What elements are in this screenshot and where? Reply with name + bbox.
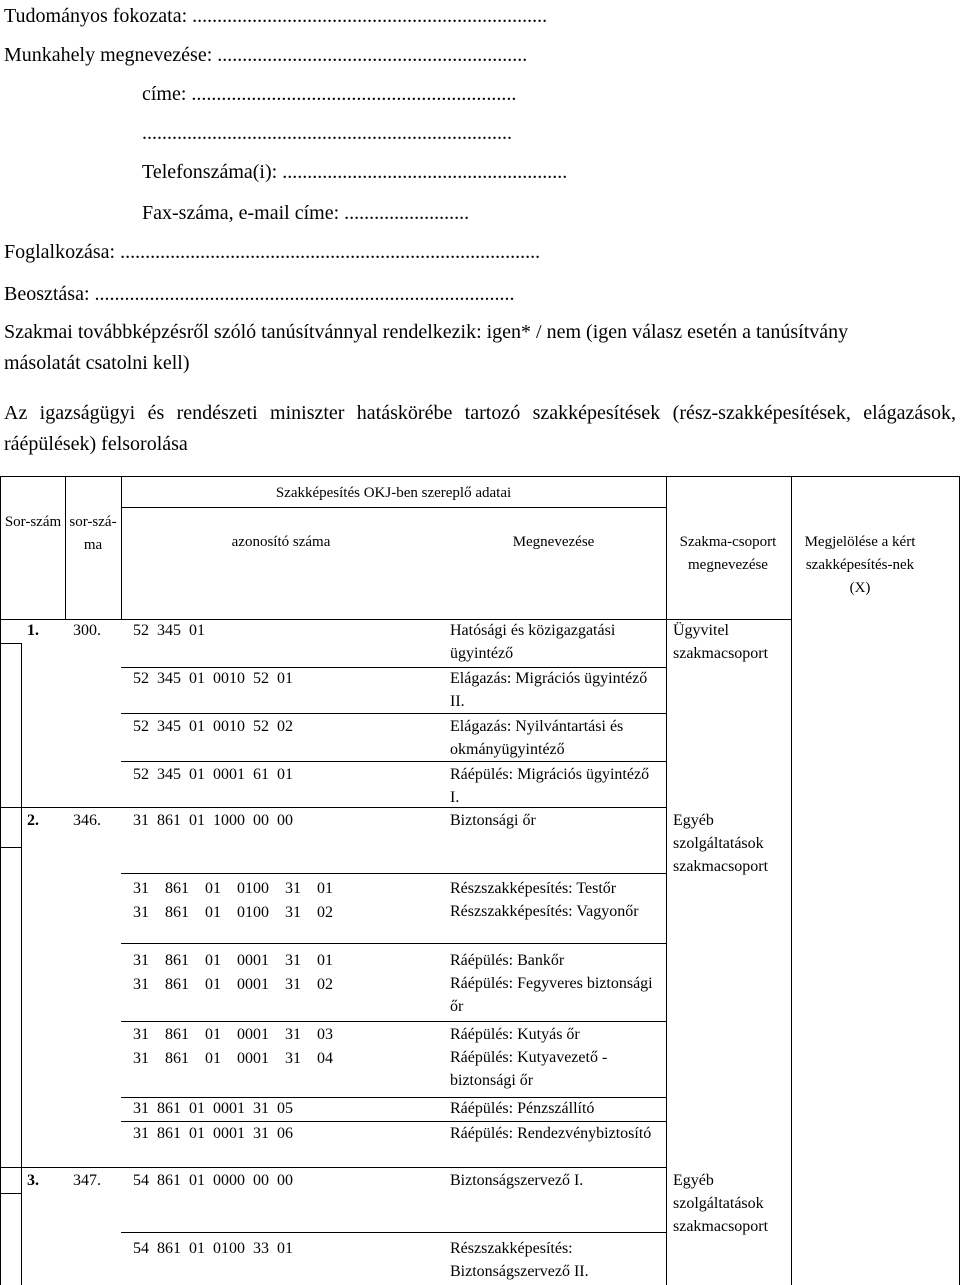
row-code: 31 861 01 0001 31 05 xyxy=(133,1100,293,1117)
row-code: 54 861 01 0100 33 01 xyxy=(133,1240,293,1257)
row-name: Elágazás: Nyilvántartási és okmányügyintéző xyxy=(450,718,624,758)
row-group: Ügyvitel szakmacsoport xyxy=(673,622,769,662)
position-field: Beosztása: .................................................................................... xyxy=(4,283,515,305)
sorszama-header: sor-szá-ma xyxy=(69,514,117,553)
occupational-group-header: Szakma-csoport megnevezése xyxy=(679,534,777,573)
requested-mark-header: Megjelölése a kért szakképesítés-nek (X) xyxy=(804,534,916,596)
row-name: Hatósági és közigazgatási ügyintéző xyxy=(450,622,616,662)
row-name: Ráépülés: Migrációs ügyintéző I. xyxy=(450,766,650,806)
row-code: 31 861 01 0001 31 03 xyxy=(133,1026,333,1043)
row-number: 2. xyxy=(27,812,39,829)
row-group: Egyéb szolgáltatások szakmacsoport xyxy=(673,1172,769,1235)
row-name: Ráépülés: Bankőr Ráépülés: Fegyveres biztonsági őr xyxy=(450,952,653,1015)
fax-email-field: Fax-száma, e-mail címe: ......................... xyxy=(142,202,470,224)
row-name: Elágazás: Migrációs ügyintéző II. xyxy=(450,670,648,710)
row-group: Egyéb szolgáltatások szakmacsoport xyxy=(673,812,769,875)
row-name: Ráépülés: Kutyás őr Ráépülés: Kutyavezető - biztonsági őr xyxy=(450,1026,608,1089)
row-code: 31 861 01 0001 31 04 xyxy=(133,1050,333,1067)
row-number: 1. xyxy=(27,622,39,639)
row-code: 31 861 01 0100 31 02 xyxy=(133,904,333,921)
row-code: 31 861 01 1000 00 00 xyxy=(133,812,293,829)
degree-field: Tudományos fokozata: ....................................................................... xyxy=(4,5,548,27)
address-field: címe: ................................................................. xyxy=(142,83,517,105)
row-name: Részszakképesítés: Testőr Részszakképesítés: Vagyonőr xyxy=(450,880,639,920)
phone-field: Telefonszáma(i): ......................................................... xyxy=(142,161,568,183)
qualification-table xyxy=(0,476,960,1285)
row-code: 31 861 01 0100 31 01 xyxy=(133,880,333,897)
sorszam-header: Sor-szám xyxy=(4,514,62,530)
qualification-list-title: Az igazságügyi és rendészeti miniszter hatáskörébe tartozó szakképesítések (rész-szakképesítések, elágazások, ráépülések) felsorolása xyxy=(4,402,956,455)
row-code: 31 861 01 0001 31 06 xyxy=(133,1125,293,1142)
row-name: Ráépülés: Pénzszállító xyxy=(450,1100,595,1117)
row-code: 52 345 01 0001 61 01 xyxy=(133,766,293,783)
row-code: 52 345 01 0010 52 02 xyxy=(133,718,293,735)
row-name: Részszakképesítés: Biztonságszervező II. xyxy=(450,1240,589,1280)
row-code: 31 861 01 0001 31 02 xyxy=(133,976,333,993)
row-code: 52 345 01 xyxy=(133,622,205,639)
row-code: 52 345 01 0010 52 01 xyxy=(133,670,293,687)
row-serial: 300. xyxy=(73,622,101,639)
identifier-header: azonosító száma xyxy=(231,534,331,550)
training-certificate-paragraph: Szakmai továbbképzésről szóló tanúsítvánnyal rendelkezik: igen* / nem (igen válasz esetén a tanúsítvány másolatát csatolni kell) xyxy=(4,321,849,374)
address-continuation-field: .......................................................................... xyxy=(142,122,512,144)
row-code: 54 861 01 0000 00 00 xyxy=(133,1172,293,1189)
row-number: 3. xyxy=(27,1172,39,1189)
row-name: Biztonságszervező I. xyxy=(450,1172,584,1189)
row-serial: 346. xyxy=(73,812,101,829)
name-header: Megnevezése xyxy=(512,534,595,550)
row-name: Biztonsági őr xyxy=(450,812,536,829)
row-code: 31 861 01 0001 31 01 xyxy=(133,952,333,969)
row-name: Ráépülés: Rendezvénybiztosító xyxy=(450,1125,652,1142)
occupation-field: Foglalkozása: .................................................................................... xyxy=(4,241,541,263)
row-serial: 347. xyxy=(73,1172,101,1189)
workplace-name-field: Munkahely megnevezése: .............................................................. xyxy=(4,44,528,66)
okj-data-header: Szakképesítés OKJ-ben szereplő adatai xyxy=(275,485,512,501)
